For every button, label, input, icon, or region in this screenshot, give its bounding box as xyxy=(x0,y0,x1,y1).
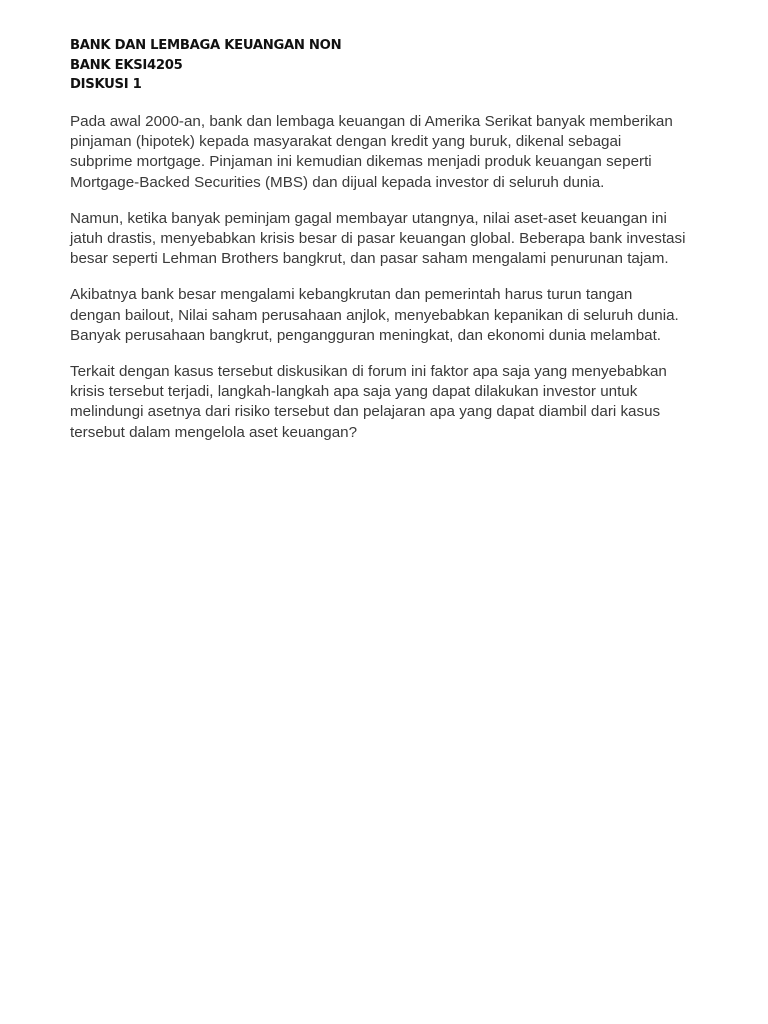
text-line: tersebut dalam mengelola aset keuangan? xyxy=(70,423,358,441)
heading-line-discussion: DISKUSI 1 xyxy=(70,77,142,92)
text-line: Akibatnya bank besar mengalami kebangkrutan dan pemerintah harus turun tangan xyxy=(70,286,633,304)
heading-line-course-code: BANK EKSI4205 xyxy=(70,57,183,73)
text-line: Namun, ketika banyak peminjam gagal membayar utangnya, nilai aset-aset keuangan ini xyxy=(70,209,667,227)
paragraph-consequences xyxy=(70,285,700,346)
text-line: besar seperti Lehman Brothers bangkrut, dan pasar saham mengalami penurunan tajam. xyxy=(70,250,669,268)
text-line: dengan bailout, Nilai saham perusahaan anjlok, menyebabkan kepanikan di seluruh dunia. xyxy=(70,306,679,324)
text-line: subprime mortgage. Pinjaman ini kemudian dikemas menjadi produk keuangan seperti xyxy=(70,153,652,171)
text-line: Terkait dengan kasus tersebut diskusikan di forum ini faktor apa saja yang menyebabkan xyxy=(70,363,667,381)
text-line: Pada awal 2000-an, bank dan lembaga keuangan di Amerika Serikat banyak memberikan xyxy=(70,113,673,130)
text-line: pinjaman (hipotek) kepada masyarakat dengan kredit yang buruk, dikenal sebagai xyxy=(70,133,622,151)
text-line: jatuh drastis, menyebabkan krisis besar di pasar keuangan global. Beberapa bank investasi xyxy=(70,230,686,248)
document-heading xyxy=(70,36,710,95)
document-body xyxy=(70,112,700,459)
text-line: Banyak perusahaan bangkrut, pengangguran meningkat, dan ekonomi dunia melambat. xyxy=(70,326,662,344)
paragraph-crisis-onset xyxy=(70,209,700,270)
text-line: melindungi asetnya dari risiko tersebut dan pelajaran apa yang dapat diambil dari kasus xyxy=(70,403,661,421)
text-line: krisis tersebut terjadi, langkah-langkah apa saja yang dapat dilakukan investor untuk xyxy=(70,383,638,401)
paragraph-discussion-question xyxy=(70,362,700,443)
paragraph-subprime-background xyxy=(70,112,700,193)
heading-line-course-title: BANK DAN LEMBAGA KEUANGAN NON xyxy=(70,38,342,53)
text-line: Mortgage-Backed Securities (MBS) dan dijual kepada investor di seluruh dunia. xyxy=(70,173,605,191)
